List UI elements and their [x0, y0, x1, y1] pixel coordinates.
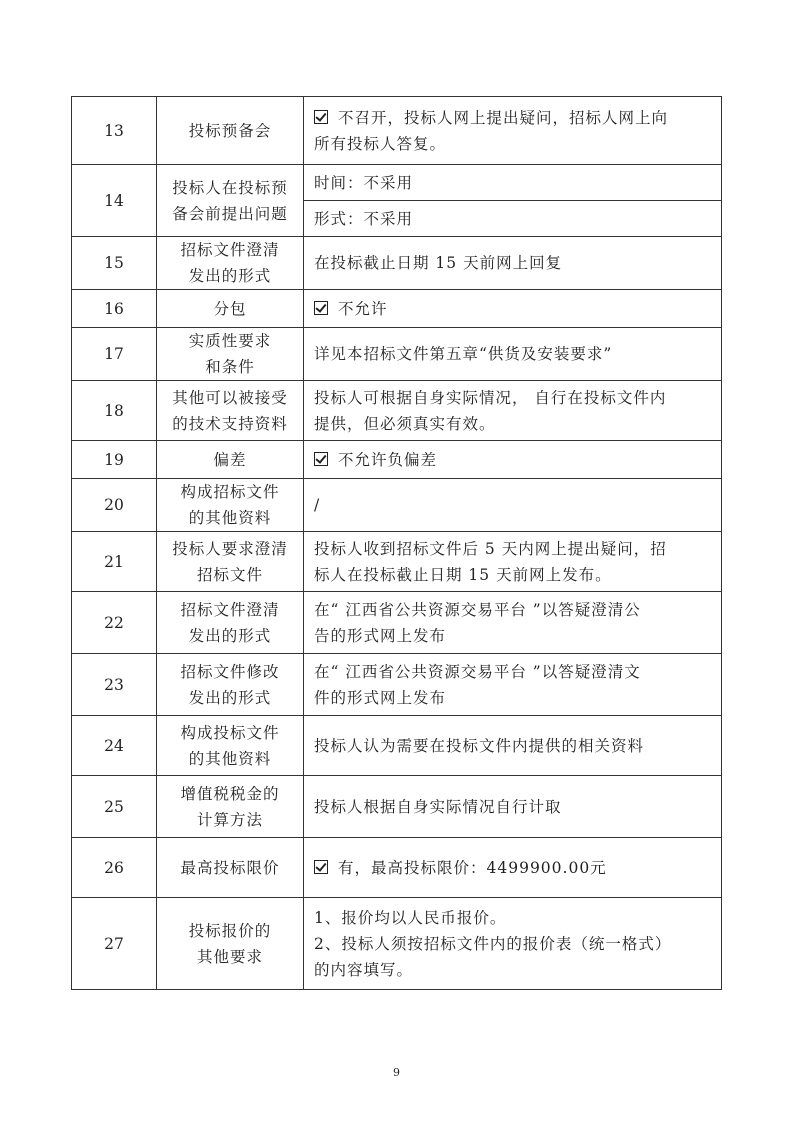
table-cell-line — [314, 170, 713, 196]
table-cell-line — [314, 562, 713, 588]
table-cell-text: 件的形式网上发布 — [314, 688, 447, 707]
row-item — [157, 237, 304, 290]
checkbox-checked-icon — [314, 860, 328, 874]
row-description — [304, 97, 722, 165]
row-description — [304, 654, 722, 716]
row-description — [304, 592, 722, 654]
table-cell-text: 有，最高投标限价：4499900.00元 — [338, 858, 607, 877]
table-cell-line — [314, 411, 713, 437]
item-text: 其他可以被接受 — [172, 388, 288, 407]
table-cell-text: 所有投标人答复。 — [314, 134, 447, 153]
row-description — [304, 776, 722, 838]
item-text: 偏差 — [213, 450, 247, 469]
row-description — [304, 716, 722, 776]
row-number: 18 — [72, 381, 157, 441]
table-cell-line — [314, 296, 713, 322]
item-text: 投标人要求澄清 — [172, 539, 288, 558]
table-row — [72, 716, 722, 776]
table-row — [72, 237, 722, 290]
row-item — [157, 838, 304, 898]
row-description — [304, 237, 722, 290]
row-item — [157, 592, 304, 654]
table-row — [72, 165, 722, 201]
item-text: 发出的形式 — [188, 626, 272, 645]
item-text: 招标文件 — [196, 565, 263, 584]
item-text: 的技术支持资料 — [172, 414, 288, 433]
table-row — [72, 328, 722, 381]
page-number: 9 — [393, 1066, 400, 1079]
row-item — [157, 716, 304, 776]
table-cell-line — [314, 131, 713, 157]
table-cell-text: 形式：不采用 — [314, 209, 414, 228]
table-cell-text: 详见本招标文件第五章“供货及安装要求” — [314, 345, 613, 363]
item-text: 实质性要求 — [188, 332, 272, 350]
checkbox-checked-icon — [314, 452, 328, 466]
item-text: 和条件 — [205, 358, 255, 376]
item-text: 的其他资料 — [188, 749, 272, 768]
table-cell-line — [314, 447, 713, 473]
table-cell-text: 投标人收到招标文件后 5 天内网上提出疑问，招 — [314, 539, 667, 558]
item-text: 构成投标文件 — [180, 723, 280, 742]
table-cell-line — [314, 957, 713, 983]
item-text: 其他要求 — [196, 947, 263, 966]
row-description — [304, 838, 722, 898]
row-number: 13 — [72, 97, 157, 165]
table-row — [72, 290, 722, 328]
row-description — [304, 381, 722, 441]
row-item — [157, 441, 304, 479]
row-item — [157, 479, 304, 532]
table-cell-text: 投标人可根据自身实际情况， 自行在投标文件内 — [314, 388, 667, 407]
item-text: 发出的形式 — [188, 688, 272, 707]
table-cell-text: 2、投标人须按招标文件内的报价表（统一格式） — [314, 934, 672, 953]
table-row — [72, 381, 722, 441]
table-cell-text: 标人在投标截止日期 15 天前网上发布。 — [314, 565, 612, 584]
row-number: 24 — [72, 716, 157, 776]
row-number: 21 — [72, 532, 157, 592]
table-cell-text: 时间：不采用 — [314, 173, 414, 192]
row-number: 27 — [72, 898, 157, 990]
row-description — [304, 328, 722, 381]
item-text: 备会前提出问题 — [172, 204, 288, 223]
table-cell-text: 提供，但必须真实有效。 — [314, 414, 496, 433]
table-row — [72, 592, 722, 654]
item-text: 招标文件澄清 — [180, 241, 280, 259]
item-text: 构成招标文件 — [180, 483, 280, 501]
table-row — [72, 479, 722, 532]
row-item — [157, 898, 304, 990]
row-item — [157, 532, 304, 592]
checkbox-checked-icon — [314, 301, 328, 315]
row-item — [157, 654, 304, 716]
table-cell-line — [314, 931, 713, 957]
table-row — [72, 532, 722, 592]
row-number: 15 — [72, 237, 157, 290]
table-cell-line — [314, 206, 713, 232]
table-row — [72, 441, 722, 479]
item-text: 最高投标限价 — [180, 858, 280, 877]
table-cell-line — [314, 385, 713, 411]
table-cell-line — [314, 659, 713, 685]
table-cell-text: / — [314, 496, 321, 514]
table-row — [72, 97, 722, 165]
row-number: 20 — [72, 479, 157, 532]
row-number: 22 — [72, 592, 157, 654]
table-cell-line — [314, 492, 713, 518]
table-cell-line — [314, 855, 713, 881]
row-description — [304, 898, 722, 990]
table-cell-text: 告的形式网上发布 — [314, 626, 447, 645]
table-cell-text: 不允许 — [338, 299, 388, 318]
row-item — [157, 290, 304, 328]
table-cell-text: 1、报价均以人民币报价。 — [314, 908, 507, 927]
row-description — [304, 441, 722, 479]
row-item — [157, 776, 304, 838]
table-cell-text: 投标人认为需要在投标文件内提供的相关资料 — [314, 736, 645, 755]
item-text: 投标人在投标预 — [172, 178, 288, 197]
row-item — [157, 381, 304, 441]
row-number: 17 — [72, 328, 157, 381]
table-cell-line — [314, 733, 713, 759]
row-item — [157, 97, 304, 165]
table-cell-text: 不召开，投标人网上提出疑问，招标人网上向 — [338, 108, 669, 127]
row-description — [304, 165, 722, 201]
table-cell-line — [314, 905, 713, 931]
row-item — [157, 328, 304, 381]
row-number: 16 — [72, 290, 157, 328]
row-description — [304, 201, 722, 237]
item-text: 投标预备会 — [188, 121, 272, 140]
row-number: 19 — [72, 441, 157, 479]
row-description — [304, 290, 722, 328]
table-cell-line — [314, 341, 713, 367]
table-cell-text: 在“ 江西省公共资源交易平台 ”以答疑澄清文 — [314, 662, 641, 681]
table-cell-line — [314, 794, 713, 820]
table-cell-text: 的内容填写。 — [314, 960, 414, 979]
checkbox-checked-icon — [314, 110, 328, 124]
item-text: 的其他资料 — [188, 509, 272, 527]
item-text: 增值税税金的 — [180, 784, 280, 803]
bid-data-table — [71, 96, 722, 990]
item-text: 招标文件修改 — [180, 662, 280, 681]
item-text: 招标文件澄清 — [180, 600, 280, 619]
row-number: 26 — [72, 838, 157, 898]
row-number: 25 — [72, 776, 157, 838]
table-cell-text: 投标人根据自身实际情况自行计取 — [314, 797, 562, 816]
table-cell-text: 在“ 江西省公共资源交易平台 ”以答疑澄清公 — [314, 600, 641, 619]
table-row — [72, 898, 722, 990]
item-text: 计算方法 — [196, 810, 263, 829]
item-text: 发出的形式 — [188, 267, 272, 285]
table-cell-line — [314, 536, 713, 562]
row-item — [157, 165, 304, 237]
table-cell-line — [314, 250, 713, 276]
table-row — [72, 654, 722, 716]
table-cell-text: 在投标截止日期 15 天前网上回复 — [314, 254, 563, 272]
row-number: 14 — [72, 165, 157, 237]
row-description — [304, 479, 722, 532]
table-cell-text: 不允许负偏差 — [338, 450, 438, 469]
table-row — [72, 776, 722, 838]
table-cell-line — [314, 105, 713, 131]
item-text: 分包 — [213, 299, 247, 318]
table-cell-line — [314, 597, 713, 623]
row-number: 23 — [72, 654, 157, 716]
table-row — [72, 838, 722, 898]
table-cell-line — [314, 623, 713, 649]
item-text: 投标报价的 — [188, 921, 272, 940]
table-cell-line — [314, 685, 713, 711]
row-description — [304, 532, 722, 592]
